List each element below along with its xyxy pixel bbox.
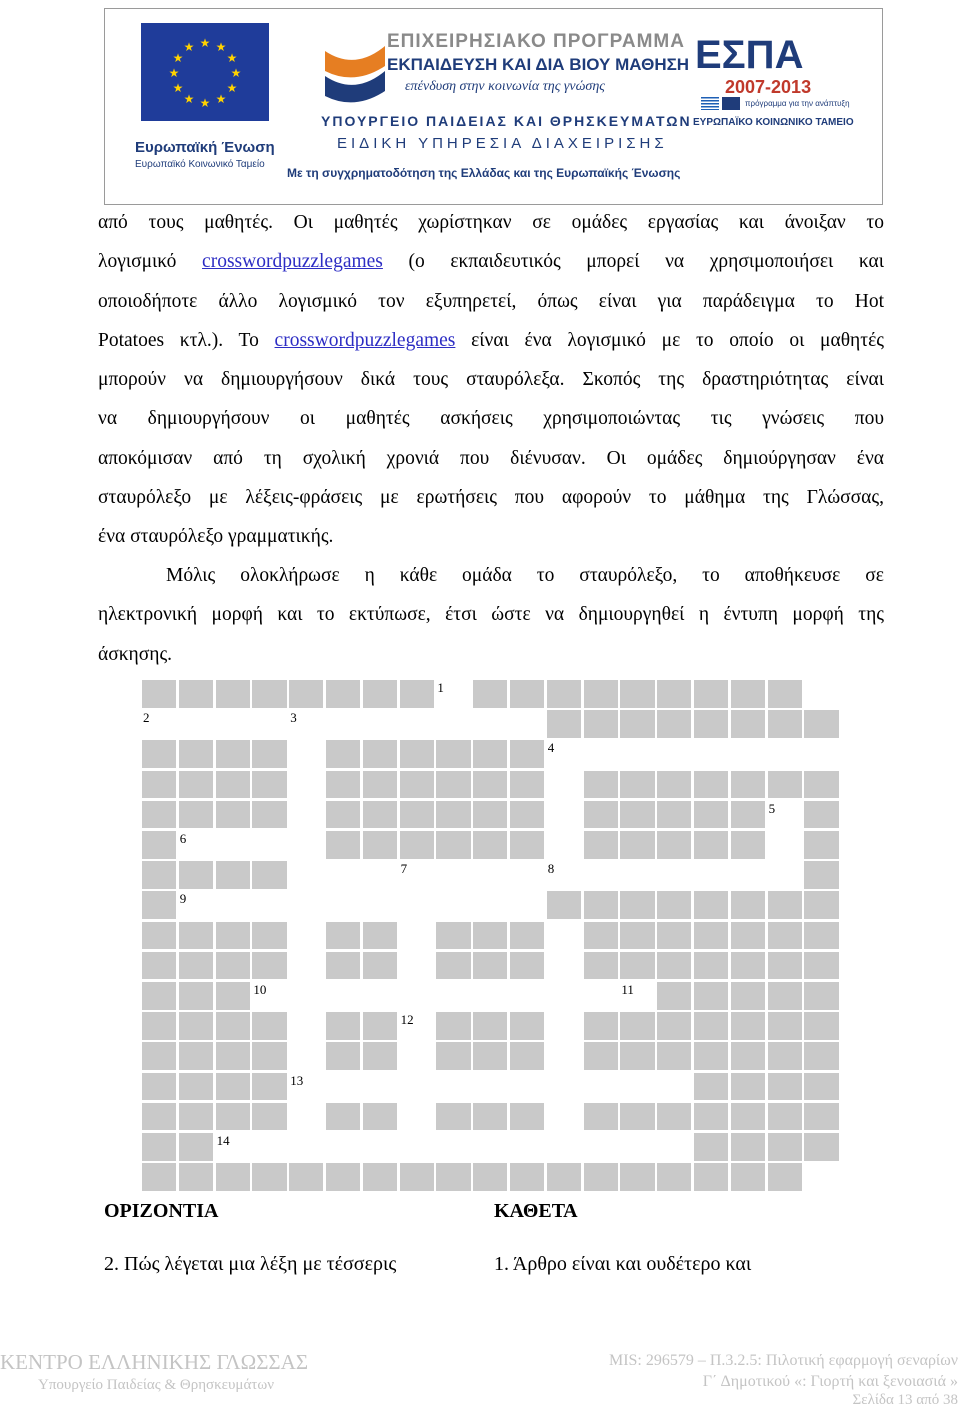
espa-tagline: πρόγραμμα για την ανάπτυξη — [745, 99, 850, 108]
eu-name: Ευρωπαϊκή Ένωση — [135, 139, 275, 156]
crossword-block — [252, 1042, 286, 1070]
crossword-block — [142, 891, 176, 919]
crossword-block — [694, 710, 728, 738]
crossword-block — [510, 1042, 544, 1070]
clue-number: 3 — [290, 710, 297, 726]
crossword-block — [584, 1042, 618, 1070]
crossword-block — [731, 1133, 765, 1161]
crossword-block — [326, 1012, 360, 1040]
program-logo-icon — [320, 41, 390, 121]
crossword-block — [252, 771, 286, 799]
crossword-block — [804, 1133, 838, 1161]
crossword-block — [436, 831, 470, 859]
crossword-block — [694, 771, 728, 799]
crossword-block — [473, 1163, 507, 1191]
program-slogan: επένδυση στην κοινωνία της γνώσης — [405, 79, 605, 94]
crossword-block — [179, 740, 213, 768]
footer-grade: Γ΄ Δημοτικού «: Γιορτή και ξενοιασιά » — [702, 1373, 958, 1390]
crossword-block — [731, 1103, 765, 1131]
crossword-block — [804, 801, 838, 829]
svg-text:★: ★ — [168, 66, 180, 80]
crossword-block — [289, 680, 323, 708]
crossword-block — [584, 922, 618, 950]
eu-small-flag-icon — [722, 97, 740, 110]
svg-text:★: ★ — [226, 51, 238, 65]
clue-number: 5 — [768, 800, 776, 816]
crossword-block — [216, 1073, 250, 1101]
crossword-block — [804, 1042, 838, 1070]
crossword-block — [694, 922, 728, 950]
crossword-block — [768, 1133, 802, 1161]
crossword-block — [179, 982, 213, 1010]
crossword-block — [436, 1042, 470, 1070]
crossword-block — [473, 680, 507, 708]
crossword-block — [731, 1163, 765, 1191]
greek-flag-icon — [701, 97, 719, 110]
crossword-block — [657, 1042, 691, 1070]
crossword-block — [252, 952, 286, 980]
crossword-block — [547, 1163, 581, 1191]
crossword-block — [584, 1163, 618, 1191]
crossword-block — [768, 710, 802, 738]
crossword-block — [363, 1163, 397, 1191]
crossword-block — [768, 922, 802, 950]
crossword-block — [179, 861, 213, 889]
crossword-block — [289, 1163, 323, 1191]
crossword-block — [731, 891, 765, 919]
crossword-block — [142, 1103, 176, 1131]
crossword-block — [179, 1163, 213, 1191]
crossword-block — [804, 982, 838, 1010]
crossword-block — [804, 891, 838, 919]
crossword-block — [326, 1163, 360, 1191]
crossword-block — [142, 1042, 176, 1070]
crossword-block — [510, 680, 544, 708]
crossword-block — [326, 922, 360, 950]
crossword-block — [804, 1073, 838, 1101]
crossword-block — [179, 771, 213, 799]
crossword-block — [510, 740, 544, 768]
crossword-block — [436, 1103, 470, 1131]
crossword-block — [657, 801, 691, 829]
svg-text:★: ★ — [199, 36, 211, 50]
crossword-block — [510, 831, 544, 859]
svg-text:★: ★ — [172, 81, 184, 95]
text-line: Μόλις ολοκλήρωσε η κάθε ομάδα το σταυρόλεξο, το αποθήκευσε σε — [166, 565, 884, 586]
crossword-block — [694, 1012, 728, 1040]
crossword-block — [657, 982, 691, 1010]
crossword-block — [657, 1103, 691, 1131]
crossword-block — [694, 982, 728, 1010]
footer-page-number: Σελίδα 13 από 38 — [852, 1392, 958, 1408]
crossword-block — [436, 740, 470, 768]
crossword-block — [620, 831, 654, 859]
crossword-block — [694, 1103, 728, 1131]
crossword-block — [620, 922, 654, 950]
espa-fund: ΕΥΡΩΠΑΪΚΟ ΚΟΙΝΩΝΙΚΟ ΤΑΜΕΙΟ — [693, 117, 854, 128]
crossword-block — [142, 1163, 176, 1191]
crossword-block — [473, 801, 507, 829]
crossword-block — [620, 771, 654, 799]
crossword-block — [436, 1012, 470, 1040]
crossword-block — [584, 952, 618, 980]
management-service: ΕΙΔΙΚΗ ΥΠΗΡΕΣΙΑ ΔΙΑΧΕΙΡΙΣΗΣ — [337, 135, 668, 152]
crossword-block — [510, 771, 544, 799]
down-heading: ΚΑΘΕΤΑ — [494, 1200, 578, 1222]
crossword-block — [142, 801, 176, 829]
crossword-block — [252, 1073, 286, 1101]
text-line: οποιοδήποτε άλλο λογισμικό τον εξυπηρετεί, όπως είναι για παράδειγμα το Hot — [98, 290, 884, 312]
crossword-block — [179, 680, 213, 708]
crossword-block — [400, 680, 434, 708]
crossword-block — [216, 740, 250, 768]
across-clue: 2. Πώς λέγεται μια λέξη με τέσσερις — [104, 1253, 397, 1275]
cofunding-note: Με τη συγχρηματοδότηση της Ελλάδας και της Ευρωπαϊκής Ένωσης — [287, 166, 681, 180]
crossword-block — [142, 861, 176, 889]
text-line: να δημιουργήσουν οι μαθητές ασκήσεις χρησιμοποιώντας τις γνώσεις που — [98, 408, 884, 430]
crossword-block — [473, 771, 507, 799]
crossword-block — [768, 1103, 802, 1131]
crossword-block — [473, 952, 507, 980]
text-line: μπορούν να δημιουργήσουν δικά τους σταυρόλεξα. Σκοπός της δραστηριότητας είναι — [98, 369, 884, 391]
crossword-block — [216, 922, 250, 950]
paragraph-2 — [98, 556, 884, 674]
down-clue: 1. Άρθρο είναι και ουδέτερο και — [494, 1253, 752, 1275]
crossword-block — [584, 771, 618, 799]
crossword-block — [584, 1103, 618, 1131]
text-line: λογισμικό crosswordpuzzlegames (ο εκπαιδευτικός μπορεί να χρησιμοποιήσει και — [98, 251, 884, 273]
crossword-block — [326, 680, 360, 708]
crossword-block — [620, 710, 654, 738]
crossword-block — [473, 1103, 507, 1131]
crossword-block — [804, 1012, 838, 1040]
crossword-block — [657, 831, 691, 859]
espa-years: 2007-2013 — [725, 77, 812, 97]
crossword-block — [252, 861, 286, 889]
crossword-block — [363, 922, 397, 950]
crossword-block — [731, 831, 765, 859]
crossword-block — [620, 1103, 654, 1131]
crossword-block — [436, 771, 470, 799]
crossword-block — [731, 952, 765, 980]
crossword-block — [363, 1103, 397, 1131]
software-link[interactable]: crosswordpuzzlegames — [202, 251, 383, 273]
crossword-block — [326, 952, 360, 980]
crossword-block — [326, 801, 360, 829]
crossword-block — [547, 680, 581, 708]
crossword-block — [804, 952, 838, 980]
crossword-block — [326, 831, 360, 859]
crossword-block — [731, 1012, 765, 1040]
software-link[interactable]: crosswordpuzzlegames — [274, 329, 456, 351]
crossword-block — [620, 891, 654, 919]
crossword-block — [473, 1042, 507, 1070]
crossword-block — [731, 680, 765, 708]
crossword-block — [731, 922, 765, 950]
crossword-block — [510, 1103, 544, 1131]
crossword-block — [694, 1133, 728, 1161]
crossword-block — [179, 1103, 213, 1131]
clue-number: 2 — [143, 710, 150, 726]
crossword-block — [179, 952, 213, 980]
crossword-block — [584, 710, 618, 738]
crossword-block — [510, 922, 544, 950]
crossword-block — [363, 801, 397, 829]
clue-number: 9 — [179, 891, 187, 907]
crossword-block — [179, 801, 213, 829]
crossword-block — [584, 680, 618, 708]
crossword-block — [473, 831, 507, 859]
crossword-block — [252, 740, 286, 768]
crossword-block — [694, 891, 728, 919]
text-line: άσκησης. — [98, 643, 173, 665]
crossword-block — [142, 771, 176, 799]
crossword-block — [620, 1163, 654, 1191]
program-subtitle: ΕΚΠΑΙΔΕΥΣΗ ΚΑΙ ΔΙΑ ΒΙΟΥ ΜΑΘΗΣΗ — [387, 55, 690, 74]
crossword-block — [216, 801, 250, 829]
crossword-block — [804, 831, 838, 859]
crossword-block — [363, 952, 397, 980]
crossword-block — [216, 1163, 250, 1191]
across-heading: ΟΡΙΖΟΝΤΙΑ — [104, 1200, 219, 1222]
crossword-block — [179, 1073, 213, 1101]
crossword-block — [216, 1042, 250, 1070]
crossword-block — [216, 680, 250, 708]
text-line: από τους μαθητές. Οι μαθητές χωρίστηκαν σε ομάδες εργασίας και άνοιξαν το — [98, 212, 884, 233]
crossword-block — [363, 680, 397, 708]
crossword-block — [620, 1042, 654, 1070]
crossword-block — [731, 982, 765, 1010]
crossword-block — [620, 801, 654, 829]
crossword-block — [252, 1163, 286, 1191]
paragraph-1 — [98, 203, 884, 557]
clue-number: 11 — [621, 982, 634, 997]
svg-text:★: ★ — [226, 81, 238, 95]
crossword-block — [510, 1163, 544, 1191]
crossword-block — [363, 1012, 397, 1040]
crossword-block — [216, 861, 250, 889]
crossword-block — [694, 801, 728, 829]
crossword-block — [694, 952, 728, 980]
crossword-block — [436, 952, 470, 980]
crossword-block — [216, 952, 250, 980]
crossword-block — [768, 1163, 802, 1191]
svg-text:★: ★ — [183, 40, 195, 54]
crossword-block — [804, 710, 838, 738]
text-line: σταυρόλεξο με λέξεις-φράσεις με ερωτήσεις που αφορούν το μάθημα της Γλώσσας, — [98, 487, 884, 509]
crossword-block — [252, 680, 286, 708]
crossword-block — [473, 740, 507, 768]
crossword-block — [584, 801, 618, 829]
eu-flag-icon — [141, 23, 269, 121]
crossword-block — [657, 891, 691, 919]
crossword-block — [731, 801, 765, 829]
crossword-block — [657, 922, 691, 950]
crossword-block — [768, 1073, 802, 1101]
crossword-block — [216, 771, 250, 799]
crossword-block — [142, 680, 176, 708]
crossword-block — [216, 1103, 250, 1131]
clue-number: 10 — [253, 982, 267, 997]
crossword-block — [620, 1012, 654, 1040]
crossword-block — [473, 922, 507, 950]
crossword-block — [731, 1073, 765, 1101]
crossword-block — [179, 1042, 213, 1070]
ministry-name: ΥΠΟΥΡΓΕΙΟ ΠΑΙΔΕΙΑΣ ΚΑΙ ΘΡΗΣΚΕΥΜΑΤΩΝ — [321, 113, 692, 129]
crossword-block — [326, 1042, 360, 1070]
crossword-block — [326, 771, 360, 799]
svg-text:★: ★ — [215, 92, 227, 106]
svg-text:★: ★ — [215, 40, 227, 54]
clue-number: 4 — [547, 740, 555, 756]
crossword-block — [584, 1012, 618, 1040]
crossword-block — [657, 1163, 691, 1191]
crossword-block — [436, 801, 470, 829]
crossword-block — [142, 952, 176, 980]
crossword-block — [363, 740, 397, 768]
crossword-block — [768, 680, 802, 708]
crossword-block — [142, 1133, 176, 1161]
text-line: Potatoes κτλ.). Το crosswordpuzzlegames είναι ένα λογισμικό με το οποίο οι μαθητές — [98, 329, 884, 351]
crossword-block — [400, 1163, 434, 1191]
crossword-block — [400, 740, 434, 768]
crossword-block — [694, 1042, 728, 1070]
crossword-block — [473, 1012, 507, 1040]
crossword-block — [657, 680, 691, 708]
crossword-block — [731, 1042, 765, 1070]
crossword-block — [252, 1103, 286, 1131]
crossword-block — [620, 952, 654, 980]
clue-number: 7 — [400, 861, 408, 877]
program-title: ΕΠΙΧΕΙΡΗΣΙΑΚΟ ΠΡΟΓΡΑΜΜΑ — [387, 31, 685, 52]
crossword-block — [731, 710, 765, 738]
crossword-block — [768, 891, 802, 919]
crossword-block — [400, 831, 434, 859]
crossword-block — [584, 891, 618, 919]
footer-ministry: Υπουργείο Παιδείας & Θρησκευμάτων — [38, 1377, 274, 1393]
crossword-block — [657, 1012, 691, 1040]
crossword-block — [142, 1073, 176, 1101]
svg-text:★: ★ — [199, 96, 211, 110]
svg-text:★: ★ — [183, 92, 195, 106]
crossword-block — [584, 831, 618, 859]
crossword-block — [216, 1012, 250, 1040]
text-line: αποκόμισαν από τη σχολική χρονιά που διένυσαν. Οι ομάδες δημιούργησαν ένα — [98, 447, 884, 469]
crossword-block — [252, 922, 286, 950]
crossword-block — [804, 922, 838, 950]
eu-subtitle: Ευρωπαϊκό Κοινωνικό Ταμείο — [135, 159, 265, 170]
clue-number: 1 — [437, 680, 444, 695]
crossword-block — [142, 831, 176, 859]
footer-project: MIS: 296579 – Π.3.2.5: Πιλοτική εφαρμογή σεναρίων — [608, 1352, 958, 1369]
crossword-block — [436, 1163, 470, 1191]
crossword-block — [363, 771, 397, 799]
clue-number: 12 — [400, 1012, 414, 1028]
crossword-block — [326, 740, 360, 768]
crossword-block — [216, 982, 250, 1010]
crossword-block — [694, 1163, 728, 1191]
crossword-block — [179, 922, 213, 950]
crossword-block — [510, 1012, 544, 1040]
espa-logo: ΕΣΠΑ — [695, 33, 804, 77]
crossword-block — [804, 771, 838, 799]
crossword-block — [142, 982, 176, 1010]
crossword-block — [179, 1012, 213, 1040]
crossword-block — [694, 831, 728, 859]
crossword-block — [510, 952, 544, 980]
header-banner — [104, 8, 883, 205]
clue-number: 6 — [179, 831, 187, 846]
crossword-block — [694, 1073, 728, 1101]
crossword-block — [363, 1042, 397, 1070]
crossword-block — [252, 801, 286, 829]
clue-number: 14 — [216, 1133, 230, 1148]
crossword-block — [620, 680, 654, 708]
text-line: ένα σταυρόλεξο γραμματικής. — [98, 526, 334, 548]
crossword-block — [436, 922, 470, 950]
crossword-block — [768, 1012, 802, 1040]
text-line: ηλεκτρονική μορφή και το εκτύπωσε, έτσι ώστε να δημιουργηθεί η έντυπη μορφή της — [98, 604, 884, 626]
crossword-block — [510, 801, 544, 829]
clue-number: 13 — [290, 1072, 304, 1088]
crossword-block — [804, 1103, 838, 1131]
crossword-block — [363, 831, 397, 859]
crossword-block — [400, 801, 434, 829]
crossword-block — [657, 710, 691, 738]
crossword-block — [768, 952, 802, 980]
crossword-block — [142, 740, 176, 768]
crossword-block — [142, 1012, 176, 1040]
crossword-block — [547, 710, 581, 738]
crossword-block — [657, 771, 691, 799]
crossword-block — [694, 680, 728, 708]
crossword-block — [657, 952, 691, 980]
crossword-block — [768, 982, 802, 1010]
crossword-block — [179, 1133, 213, 1161]
crossword-block — [326, 1103, 360, 1131]
crossword-block — [142, 922, 176, 950]
svg-text:★: ★ — [230, 66, 242, 80]
clue-number: 8 — [547, 861, 555, 877]
crossword-block — [804, 861, 838, 889]
svg-text:★: ★ — [172, 51, 184, 65]
crossword-block — [252, 1012, 286, 1040]
crossword-block — [768, 771, 802, 799]
crossword-block — [400, 771, 434, 799]
crossword-block — [547, 891, 581, 919]
crossword-block — [731, 771, 765, 799]
footer-org: ΚΕΝΤΡΟ ΕΛΛΗΝΙΚΗΣ ΓΛΩΣΣΑΣ — [0, 1350, 309, 1374]
crossword-block — [768, 1042, 802, 1070]
